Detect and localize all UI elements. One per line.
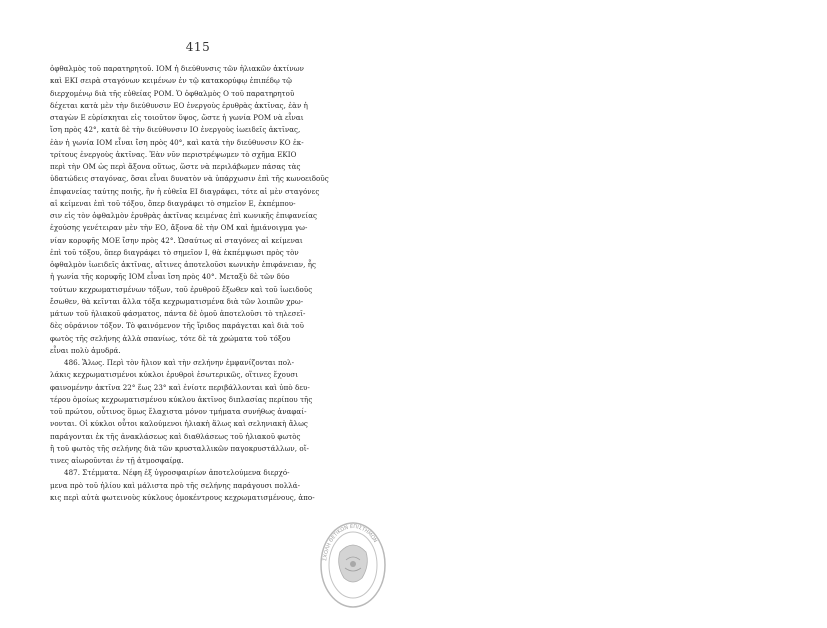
text-line: δὲς οὐράνιον τόξον. Τὸ φαινόμενον τῆς ἴριδος παράγεται καὶ διὰ τοῦ [50,321,304,331]
text-line: σιν εἰς τὸν ὀφθαλμὸν ἐρυθρὰς ἀκτῖνας κειμένας ἐπὶ κωνικῆς ἐπιφανείας [50,211,318,220]
text-line: περὶ τὴν ΟΜ ὡς περὶ ἄξονα οὕτως, ὥστε νὰ περιλάβωμεν πάσας τὰς [50,162,301,171]
text-line: κις περὶ αὐτὰ φωτεινοὺς κύκλους ὁμοκέντρους κεχρωματισμένους, ἀπο- [50,492,315,502]
paragraph-486-start: 486. Ἅλως. Περὶ τὸν ἥλιον καὶ τὴν σελήνην ἐμφανίζονται πολ- [64,358,295,367]
stamp-text: ΣΧΟΛΗ ΘΕΤΙΚΩΝ ΕΠΙΣΤΗΜΩΝ [322,523,378,562]
text-line: ἢ τοῦ φωτὸς τῆς σελήνης διὰ τῶν κρυσταλλικῶν παγοκρυστάλλων, οἵ- [50,443,309,453]
text-line: ὑδατώδεις σταγόνας, ὅσαι εἶναι δυνατὸν νὰ ὑπάρχωσιν ἐπὶ τῆς κωνοειδοῦς [50,174,329,184]
text-line: ὀφθαλμὸν ἰωειδεῖς ἀκτῖνας, αἵτινες ἀποτελοῦσι κωνικὴν ἐπιφάνειαν, ἧς [50,260,317,269]
text-body [50,63,387,504]
text-line: φωτὸς τῆς σελήνης ἀλλὰ σπανίως, τότε δὲ τὰ χρώματα τοῦ τόξου [50,333,291,343]
text-line: δέχεται κατὰ μὲν τὴν διεύθυνσιν ΕΟ ἐνεργοὺς ἐρυθρὰς ἀκτῖνας, ἐὰν ἡ [50,100,308,110]
text-line: τρίτους ἐνεργοὺς ἀκτῖνας. Ἐὰν νῦν περιστρέψωμεν τὸ σχῆμα ΕΚΙΟ [50,149,297,159]
text-line: τοῦ πρώτου, οὗτινος ὅμως ἔλαχιστα μόνον τμήματα συνήθως ἀναφαί- [50,407,307,416]
text-line: ἐπιφανείας ταύτης ποιῆς, ἣν ἡ εὐθεῖα ΕΙ διαγράφει, τότε αἱ μὲν σταγόνες [50,186,320,196]
library-stamp [318,520,388,610]
text-line: νίαν κορυφῆς ΜΟΕ ἴσην πρὸς 42°. Ὡσαύτως αἱ σταγόνες αἱ κείμεναι [50,235,303,245]
text-line: παράγονται ἐκ τῆς ἀνακλάσεως καὶ διαθλάσεως τοῦ ἡλιακοῦ φωτὸς [50,431,301,441]
text-line: τέρου ὁμοίως κεχρωματισμένου κύκλου ἀκτῖνος διπλασίας περίπου τῆς [50,394,313,404]
text-line: ἐὰν ἡ γωνία ΙΟΜ εἶναι ἴση πρὸς 40°, καὶ κατὰ τὴν διεύθυνσιν ΚΟ ἐκ- [50,137,304,147]
text-line: εἶναι πολὺ ἀμυδρά. [50,345,121,355]
text-line: σταγὼν Ε εὑρίσκηται εἰς τοιοῦτον ὕψος, ὥστε ἡ γωνία ΡΟΜ νὰ εἶναι [50,113,304,122]
page-number: 415 [185,40,211,54]
text-line: ἴση πρὸς 42°, κατὰ δὲ τὴν διεύθυνσιν ΙΟ ἐνεργοὺς ἰωειδεῖς ἀκτῖνας, [50,125,301,135]
text-line: αἱ κείμεναι ἐπὶ τοῦ τόξου, ὅπερ διαγράφει τὸ σημεῖον Ε, ἐκπέμπου- [50,198,296,208]
text-line: φαινομένην ἀκτῖνα 22° ἕως 23° καὶ ἐνίοτε περιβάλλονται καὶ ὑπὸ δευ- [50,382,310,392]
text-line: ἡ γωνία τῆς κορυφῆς ΙΟΜ εἶναι ἴση πρὸς 40°. Μεταξὺ δὲ τῶν δύο [50,272,290,282]
text-line: ὀφθαλμὸς τοῦ παρατηρητοῦ. ΙΟΜ ἡ διεύθυνσις τῶν ἡλιακῶν ἀκτίνων [50,64,304,73]
text-line: ἐχούσης γενέτειραν μὲν τὴν ΕΟ, ἄξονα δὲ τὴν ΟΜ καὶ ἡμιάνοιγμα γω- [50,223,308,233]
text-line: μενα πρὸ τοῦ ἡλίου καὶ μάλιστα πρὸ τῆς σελήνης παράγουσι πολλά- [50,480,301,490]
text-line: τούτων κεχρωματισμένων τόξων, τοῦ ἐρυθροῦ ἔξωθεν καὶ τοῦ ἰωειδοῦς [50,284,313,294]
stamp-seal-icon [318,520,388,610]
text-line: ἐπὶ τοῦ τόξου, ὅπερ διαγράφει τὸ σημεῖον Ι, θὰ ἐκπέμψωσι πρὸς τὸν [50,247,299,257]
paragraph-487-start: 487. Στέμματα. Νέφη ἐξ ὑγροσφαιρίων ἀποτελούμενα διερχό- [64,468,290,478]
text-line: λάκις κεχρωματισμένοι κύκλοι ἐρυθροὶ ἐσωτερικῶς, οἵτινες ἔχουσι [50,370,299,380]
text-line: διερχομένῳ διὰ τῆς εὐθείας ΡΟΜ. Ὁ ὀφθαλμὸς Ο τοῦ παρατηρητοῦ [50,88,295,98]
text-line: ἔσωθεν, θὰ κεῖνται ἄλλα τόξα κεχρωματισμένα διὰ τῶν λοιπῶν χρω- [50,296,304,306]
text-line: μάτων τοῦ ἡλιακοῦ φάσματος, πάντα δὲ ὁμοῦ ἀποτελοῦσι τὸ τηλεσεῖ- [50,309,306,318]
text-line: καὶ ΕΚΙ σειρὰ σταγόνων κειμένων ἐν τῷ κατακορύφῳ ἐπιπέδῳ τῷ [50,76,292,86]
text-line: νονται. Οἱ κύκλοι οὗτοι καλούμενοι ἡλιακὴ ἅλως καὶ σεληνιακὴ ἅλως [50,419,308,429]
text-line: τινες αἰωροῦνται ἐν τῇ ἀτμοσφαίρᾳ. [50,456,184,465]
